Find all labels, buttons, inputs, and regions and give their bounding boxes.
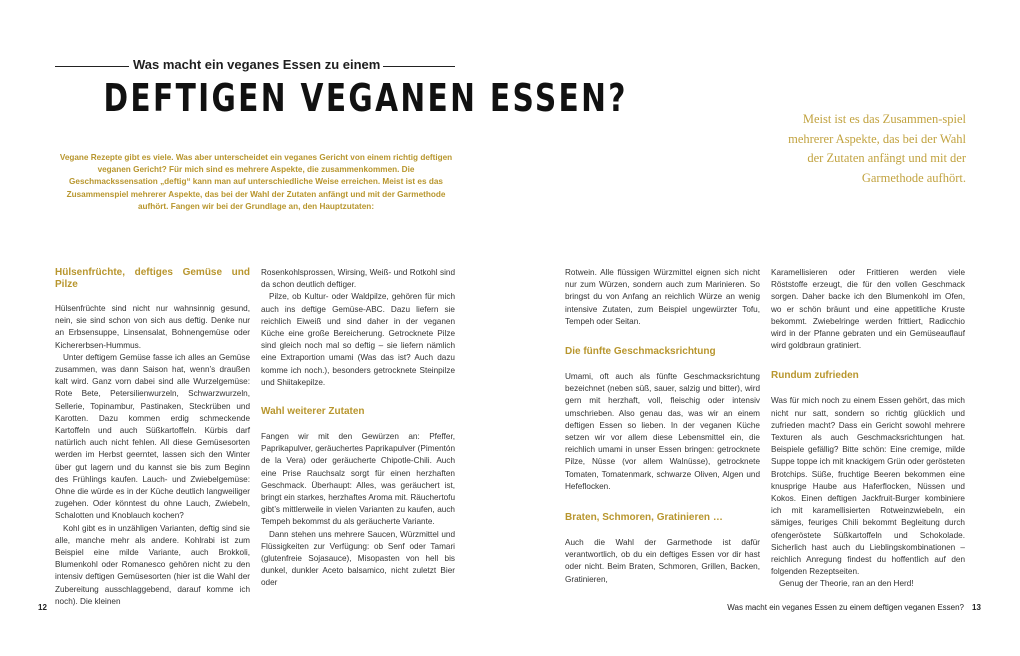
paragraph: Unter deftigem Gemüse fasse ich alles an Gemüse zusammen, was dann Saison hat, wenn’s draußen kalt wird. Ganz vorn dabei sind alle Wurzelgemüse: Rote Bete, Petersilienwurzeln, Schwarzwurzeln, Sellerie, Topinambur, Pastinaken, Steckrüben und Karotten. Dazu kommen erdig schmeckende Kartoffeln und auch Süßkartoffeln. Kürbis darf natürlich auch nicht fehlen. All diese Gemüsesorten werden im Herbst geerntet, lassen sich den Winter über gut lagern und du kannst sie bis zum Beginn des Frühlings kaufen. Lauch- und Zwiebelgemüse: Ohne die würde es in der Küche deutlich langweiliger zugehen. Oder könntest du ohne Lauch, Zwiebeln, Schalotten und Knoblauch kochen?	[55, 352, 250, 521]
heading-huelsenfruechte: Hülsenfrüchte, deftiges Gemüse und Pilze	[55, 267, 250, 290]
paragraph: Was für mich noch zu einem Essen gehört, das mich nicht nur satt, sondern so richtig glücklich und zufrieden macht? Dass ein Gericht sowohl mehrere Texturen als auch Geschmacksrichtungen hat. Beispiele gefällig? Bitte schön: Eine cremige, milde Suppe toppe ich mit knackigem Grün oder gerösteten Brotchips. Süße, fruchtige Beeren bekommen eine knusprige Haube aus Haferflocken, Nüssen und Kokos. Einen deftigen Jackfruit-Burger kombiniere ich mit karamellisierten Rotweinzwiebeln, ein sämiges, feuriges Chili bekommt Begleitung durch ofengeröstete Süßkartoffeln und Schokolade. Sicherlich hast auch du Lieblingskombinationen – reichlich Anregung findest du hoffentlich auf den folgenden Rezeptseiten.	[771, 396, 965, 577]
page-number-right: 13	[972, 603, 981, 612]
kicker-rule-left	[55, 66, 129, 67]
kicker-text: Was macht ein veganes Essen zu einem	[133, 57, 381, 72]
running-title: Was macht ein veganes Essen zu einem deftigen veganen Essen?	[727, 603, 964, 612]
paragraph: Fangen wir mit den Gewürzen an: Pfeffer, Paprikapulver, geräuchertes Paprikapulver (Pimentón de la Vera) oder geräucherte Chipotle-Chili. Auch eine Prise Rauchsalz sorgt für einen herzhaften Geschmack. Überhaupt: Alles, was geräuchert ist, bringt ein starkes, herzhaftes Aroma mit. Räuchertofu gibt’s mittlerweile in vielen Varianten zu kaufen, auch Tempeh bekommst du als geräucherte Variante.	[261, 432, 455, 527]
heading-rundum-zufrieden: Rundum zufrieden	[771, 370, 859, 382]
intro-text: Vegane Rezepte gibt es viele. Was aber unterscheidet ein veganes Gericht von einem richtig deftigen veganen Gericht? Für mich sind es mehrere Aspekte, die zusammenkommen. Die Geschmackssensation „deftig“ kann man auf unterschiedliche Weise erreichen. Meist ist es das Zusammenspiel mehrerer Aspekte, das bei der Wahl der Zutaten anfängt und mit der Garmethode aufhört. Fangen wir bei der Grundlage an, den Hauptzutaten:	[59, 153, 453, 211]
paragraph: Rotwein. Alle flüssigen Würzmittel eignen sich nicht nur zum Würzen, sondern auch zum Marinieren. So bringst du von Anfang an reichlich Würze an wenig intensive Zutaten, zum Beispiel ungewürzter Tofu, Tempeh oder Seitan.	[565, 268, 760, 326]
paragraph: Auch die Wahl der Garmethode ist dafür verantwortlich, ob du ein deftiges Essen vor dir hast oder nicht. Beim Braten, Schmoren, Grillen, Backen, Gratinieren,	[565, 538, 760, 584]
column-1	[55, 267, 250, 608]
pull-quote: Meist ist es das Zusammen-spiel mehrerer Aspekte, das bei der Wahl der Zutaten anfängt und mit der Garmethode aufhört.	[788, 112, 966, 185]
paragraph: Kohl gibt es in unzähligen Varianten, deftig sind sie alle, manche mehr als andere. Kohlrabi ist zum Beispiel eine milde Variante, auch Brokkoli, Blumenkohl oder Romanesco gehören nicht zu den intensiv deftigen Gemüsesorten (hier ist die Wahl der Zubereitung ausschlaggebend, darauf komme ich noch). Die kleinen	[55, 523, 250, 606]
column-3	[565, 267, 760, 586]
column-2	[261, 267, 455, 590]
paragraph: Pilze, ob Kultur- oder Waldpilze, gehören für mich auch ins deftige Gemüse-ABC. Dazu liefern sie reichlich Eiweiß und sind daher in der veganen Küche eine große Bereicherung. Getrocknete Pilze sind gleich noch mal so deftig – sie liefern nämlich eine Extraportion umami (Was das ist? Auch dazu komme ich noch.), besonders getrocknete Steinpilze und Shiitakepilze.	[261, 292, 455, 387]
kicker	[55, 56, 455, 76]
heading-braten-schmoren: Braten, Schmoren, Gratinieren …	[565, 512, 723, 524]
column-4	[771, 267, 965, 591]
paragraph: Rosenkohlsprossen, Wirsing, Weiß- und Rotkohl sind da schon deutlich deftiger.	[261, 268, 455, 290]
kicker-rule-right	[383, 66, 455, 67]
headline: DEFTIGEN VEGANEN ESSEN?	[103, 76, 628, 120]
heading-wahl-weiterer-zutaten: Wahl weiterer Zutaten	[261, 406, 365, 418]
paragraph: Karamellisieren oder Frittieren werden viele Röststoffe erzeugt, die für den vollen Geschmack sorgen. Daher backe ich den Blumenkohl im Ofen, wo er schön bräunt und eine appetitliche Kruste bekommt. Zwiebelringe werden frittiert, Radicchio wird in der Pfanne gebraten und ein Gemüseauflauf wird goldbraun gratiniert.	[771, 268, 965, 351]
paragraph: Hülsenfrüchte sind nicht nur wahnsinnig gesund, nein, sie sind schon von sich aus deftig. Denke nur an Erbsensuppe, Linsensalat, Bohnengemüse oder Kichererbsen-Hummus.	[55, 304, 250, 350]
paragraph: Dann stehen uns mehrere Saucen, Würzmittel und Flüssigkeiten zur Verfügung: ob Senf oder Tamari (glutenfreie Sojasauce), Misopasten von hell bis dunkel, dunkler Aceto balsamico, nicht zuletzt Bier oder	[261, 529, 455, 588]
paragraph: Genug der Theorie, ran an den Herd!	[779, 579, 914, 589]
page-number-left: 12	[38, 603, 47, 612]
heading-fuenfte-geschmacksrichtung: Die fünfte Geschmacksrichtung	[565, 346, 716, 358]
paragraph: Umami, oft auch als fünfte Geschmacksrichtung bezeichnet (neben süß, sauer, salzig und bitter), wird gern mit herzhaft, voll, fleischig oder intensiv umschrieben. Also genau das, was wir an einem deftigen Essen so lieben. In der veganen Küche setzen wir vor allem diese Lebensmittel ein, die reichlich umami in unser Essen bringen: getrocknete Pilze, Nüsse (vor allem Walnüsse), getrocknete Tomaten, Tomatenmark, schwarze Oliven, Algen und Hefeflocken.	[565, 372, 760, 491]
